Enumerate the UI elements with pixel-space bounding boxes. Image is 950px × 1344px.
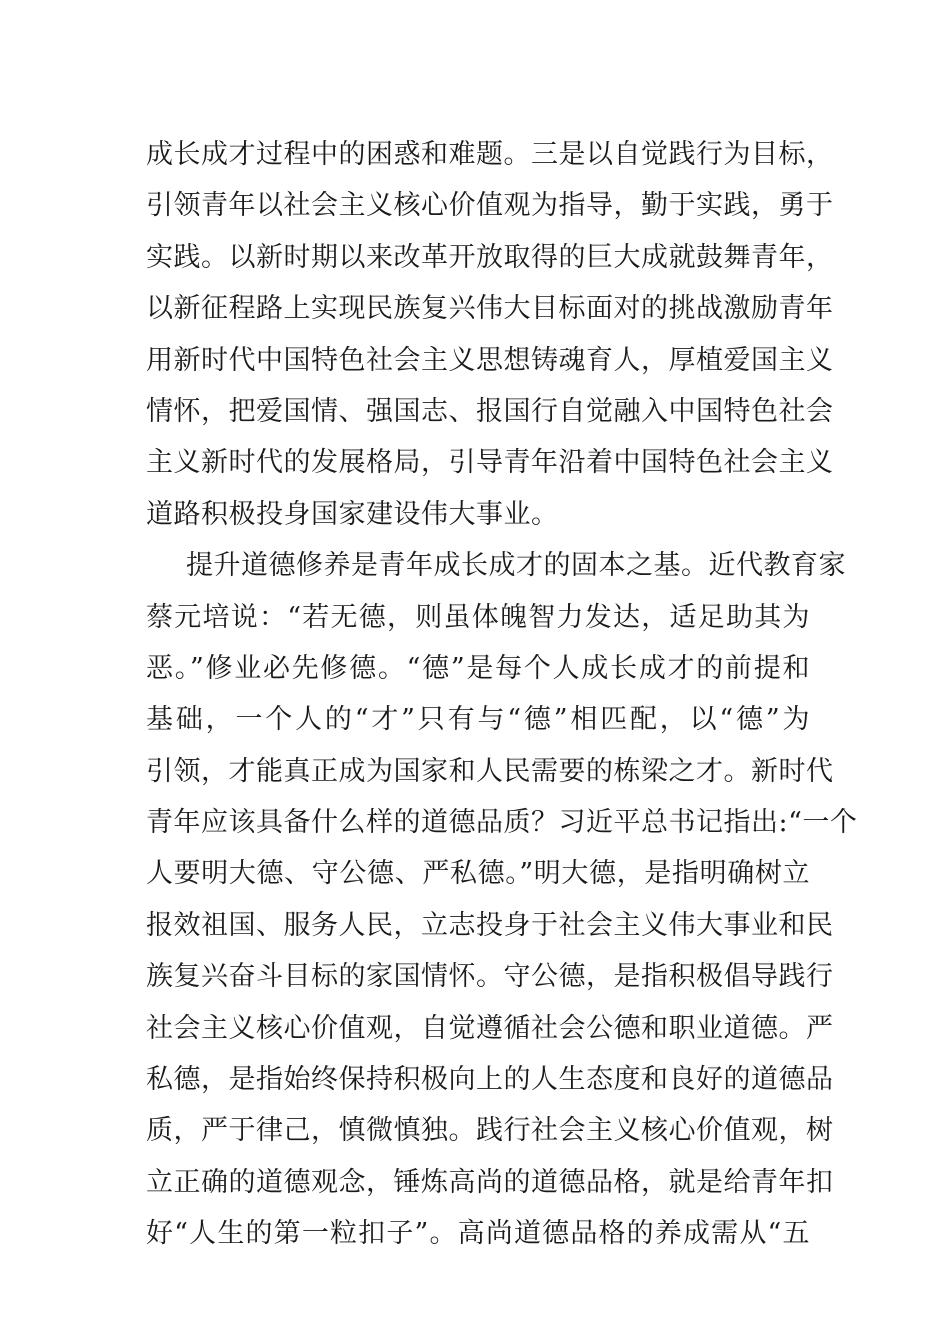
body-text [146,129,858,1260]
text-line: 青年应该具备什么样的道德品质？习近平总书记指出:“一个 [146,807,858,839]
text-line: 主义新时代的发展格局，引导青年沿着中国特色社会主义 [146,447,834,479]
text-line: 立正确的道德观念，锤炼高尚的道德品格，就是给青年扣 [146,1166,834,1198]
text-line: 社会主义核心价值观，自觉遵循社会公德和职业道德。严 [146,1012,834,1044]
text-line: 情怀，把爱国情、强国志、报国行自觉融入中国特色社会 [146,395,834,427]
text-line: 族复兴奋斗目标的家国情怀。守公德，是指积极倡导践行 [146,961,834,993]
text-line: 蔡元培说：“若无德，则虽体魄智力发达，适足助其为 [146,601,810,633]
text-line: 引领青年以社会主义核心价值观为指导，勤于实践，勇于 [146,190,834,222]
text-line: 引领，才能真正成为国家和人民需要的栋梁之才。新时代 [146,755,834,787]
text-line: 用新时代中国特色社会主义思想铸魂育人，厚植爱国主义 [146,344,834,376]
paragraph-end-line: 道路积极投身国家建设伟大事业。 [146,498,559,530]
text-line: 好“人生的第一粒扣子”。高尚道德品格的养成需从“五 [146,1218,810,1250]
text-line: 质，严于律己，慎微慎独。践行社会主义核心价值观，树 [146,1115,834,1147]
text-line: 私德，是指始终保持积极向上的人生态度和良好的道德品 [146,1064,834,1096]
text-line: 人要明大德、守公德、严私德。”明大德，是指明确树立 [146,858,810,890]
paragraph-start-line: 提升道德修养是青年成长成才的固本之基。近代教育家 [186,550,846,582]
text-line: 恶。”修业必先修德。“德”是每个人成长成才的前提和 [146,652,810,684]
text-line: 基础，一个人的“才”只有与“德”相匹配，以“德”为 [146,704,810,736]
text-line: 成长成才过程中的困惑和难题。三是以自觉践行为目标， [146,139,834,170]
text-line: 以新征程路上实现民族复兴伟大目标面对的挑战激励青年 [146,293,834,325]
text-line: 实践。以新时期以来改革开放取得的巨大成就鼓舞青年， [146,241,834,273]
text-line: 报效祖国、服务人民，立志投身于社会主义伟大事业和民 [146,909,834,941]
